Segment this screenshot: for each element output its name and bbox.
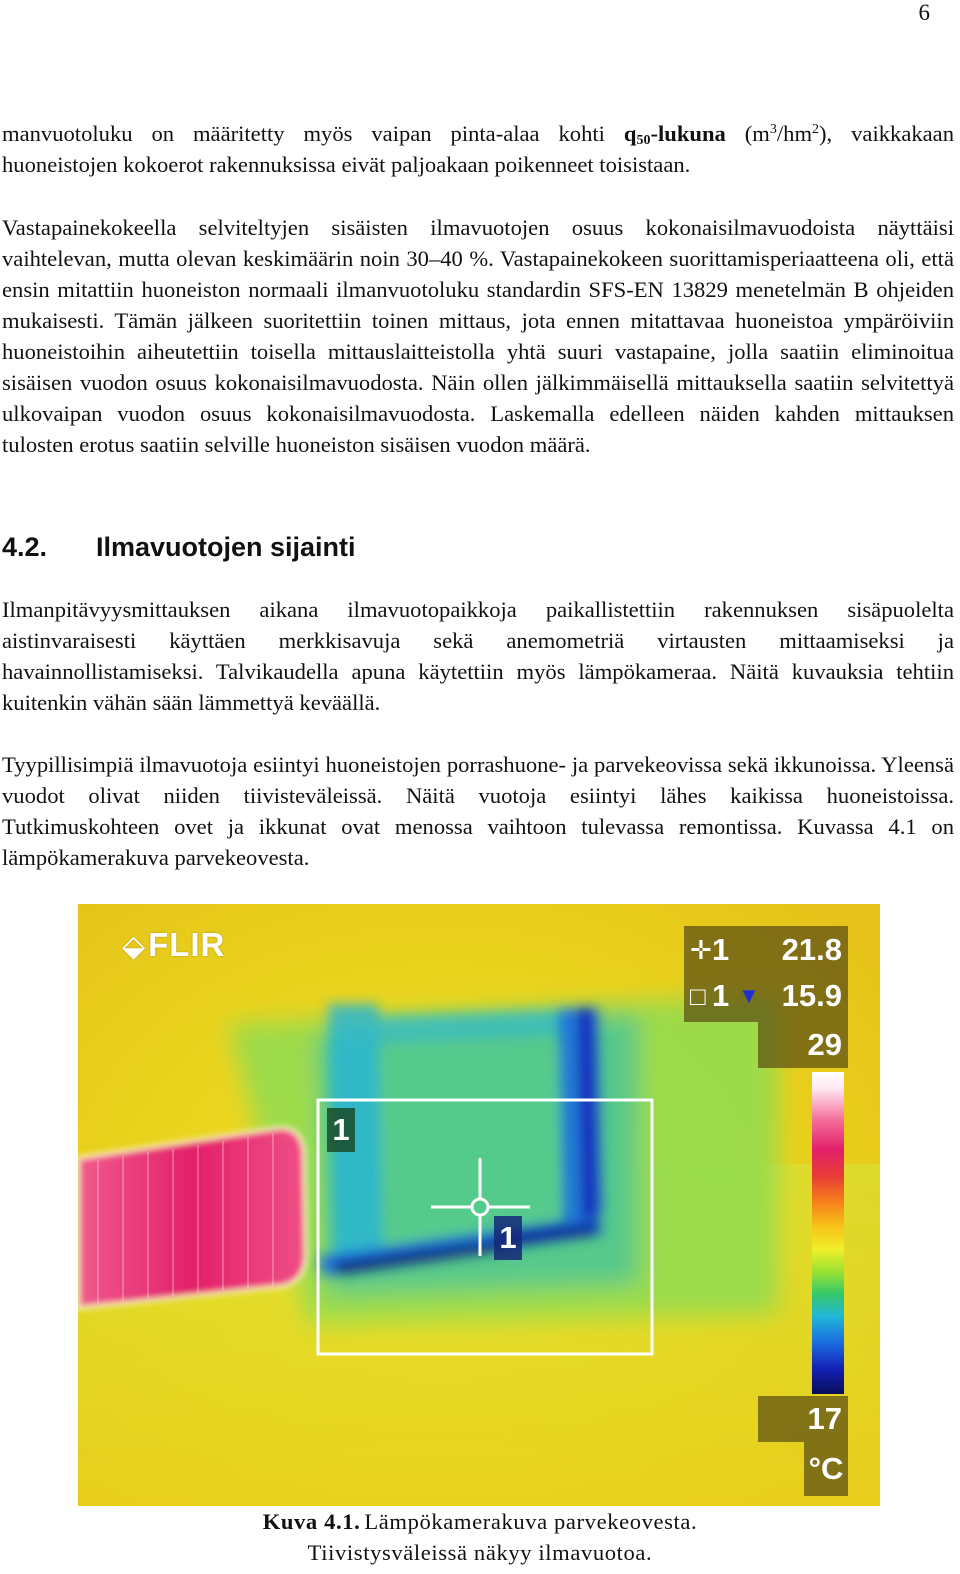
page-number: 6 bbox=[918, 0, 930, 25]
q50-term bbox=[624, 121, 726, 146]
q50-suffix: -lukuna bbox=[650, 121, 726, 146]
area-index: 1 bbox=[712, 978, 730, 1013]
q-subscript: 50 bbox=[636, 133, 651, 148]
spot-index: 1 bbox=[712, 932, 730, 967]
paragraph-q50 bbox=[2, 118, 954, 180]
area-box-label: 1 bbox=[327, 1108, 355, 1152]
section-title: Ilmavuotojen sijainti bbox=[96, 532, 356, 562]
spot-label: 1 bbox=[494, 1216, 522, 1260]
flir-mark-icon: ⬙ bbox=[122, 930, 147, 963]
measurement-readout bbox=[684, 926, 848, 1022]
section-number: 4.2. bbox=[2, 532, 48, 562]
thermal-image bbox=[78, 904, 880, 1506]
figure-caption bbox=[0, 1506, 960, 1568]
scale-min: 17 bbox=[758, 1396, 848, 1442]
caption-line-2: Tiivistysväleissä näkyy ilmavuotoa. bbox=[307, 1540, 653, 1565]
paragraph-counterpressure: Vastapainekokeella selviteltyjen sisäisten ilmavuotojen osuus kokonaisilmavuodoista näyttäisi vaihtelevan, mutta olevan keskimäärin noin 30–40 %. Vastapainekokeen suorittamisperiaatteena oli, että ensin mitattiin huoneiston normaali ilmanvuotoluku standardin SFS-EN 13829 menetelmän B ohjeiden mukaisesti. Tämän jälkeen suoritettiin toinen mittaus, jota ennen mitattavaa huoneistoa ympäröiviin huoneistoihin aiheutettiin toisella mittauslaitteistolla yhtä suuri vastapaine, jolla saatiin eliminoitua sisäisen vuodon osuus kokonaisilmavuodosta. Näin ollen jälkimmäisellä mittauksella saatiin selvitettyä ulkovaipan vuodon osuus kokonaisilmavuodosta. Laskemalla edelleen näiden kahden mittauksen tulosten erotus saatiin selville huoneiston sisäisen vuodon määrä. bbox=[2, 215, 954, 457]
area-box-icon: □ bbox=[690, 981, 706, 1011]
q-symbol: q bbox=[623, 121, 637, 146]
p1-text-end: ), vaikkakaan huoneistojen kokoerot rakennuksissa eivät paljoakaan poikenneet toisistaan. bbox=[2, 121, 955, 177]
spot-readout bbox=[690, 928, 844, 972]
unit-exp-2: 2 bbox=[812, 122, 820, 137]
section-heading bbox=[2, 532, 356, 563]
unit-mid: /hm bbox=[776, 121, 813, 146]
radiator bbox=[78, 1128, 306, 1308]
area-readout bbox=[690, 974, 844, 1018]
flir-brand-text: FLIR bbox=[148, 926, 226, 963]
unit-open: (m bbox=[725, 121, 770, 146]
temperature-colorbar bbox=[812, 1072, 844, 1394]
spot-value: 21.8 bbox=[781, 932, 842, 967]
flir-logo bbox=[122, 926, 225, 964]
unit-exp-1: 3 bbox=[769, 122, 777, 137]
spot-icon: ✛ bbox=[690, 935, 712, 965]
caption-label: Kuva 4.1. bbox=[262, 1509, 361, 1534]
paragraph-leak-detection: Ilmanpitävyysmittauksen aikana ilmavuotopaikkoja paikallistettiin rakennuksen sisäpuolelta aistinvaraisesti käyttäen merkkisavuja sekä anemometriä virtausten mittaamiseksi ja havainnollistamiseksi. Talvikaudella apuna käytettiin myös lämpökameraa. Näitä kuvauksia tehtiin kuitenkin vähän sään lämmettyä keväällä. bbox=[2, 597, 954, 715]
caption-line-1: Lämpökamerakuva parvekeovesta. bbox=[364, 1509, 698, 1534]
paragraph-typical-leaks: Tyypillisimpiä ilmavuotoja esiintyi huoneistojen porrashuone- ja parvekeovissa sekä ikkunoissa. Yleensä vuodot olivat niiden tiivisteväleissä. Näitä vuotoja esiintyi lähes kaikissa huoneistoissa. Tutkimuskohteen ovet ja ikkunat ovat menossa vaihtoon tulevassa remontissa. Kuvassa 4.1 on lämpökamerakuva parvekeovesta. bbox=[2, 752, 954, 870]
area-value: 15.9 bbox=[781, 978, 842, 1013]
scale-max: 29 bbox=[758, 1022, 848, 1068]
min-marker-icon: ▼ bbox=[738, 983, 760, 1008]
p1-text-start: manvuotoluku on määritetty myös vaipan pinta-alaa kohti bbox=[2, 121, 624, 146]
temperature-unit: °C bbox=[804, 1442, 848, 1496]
